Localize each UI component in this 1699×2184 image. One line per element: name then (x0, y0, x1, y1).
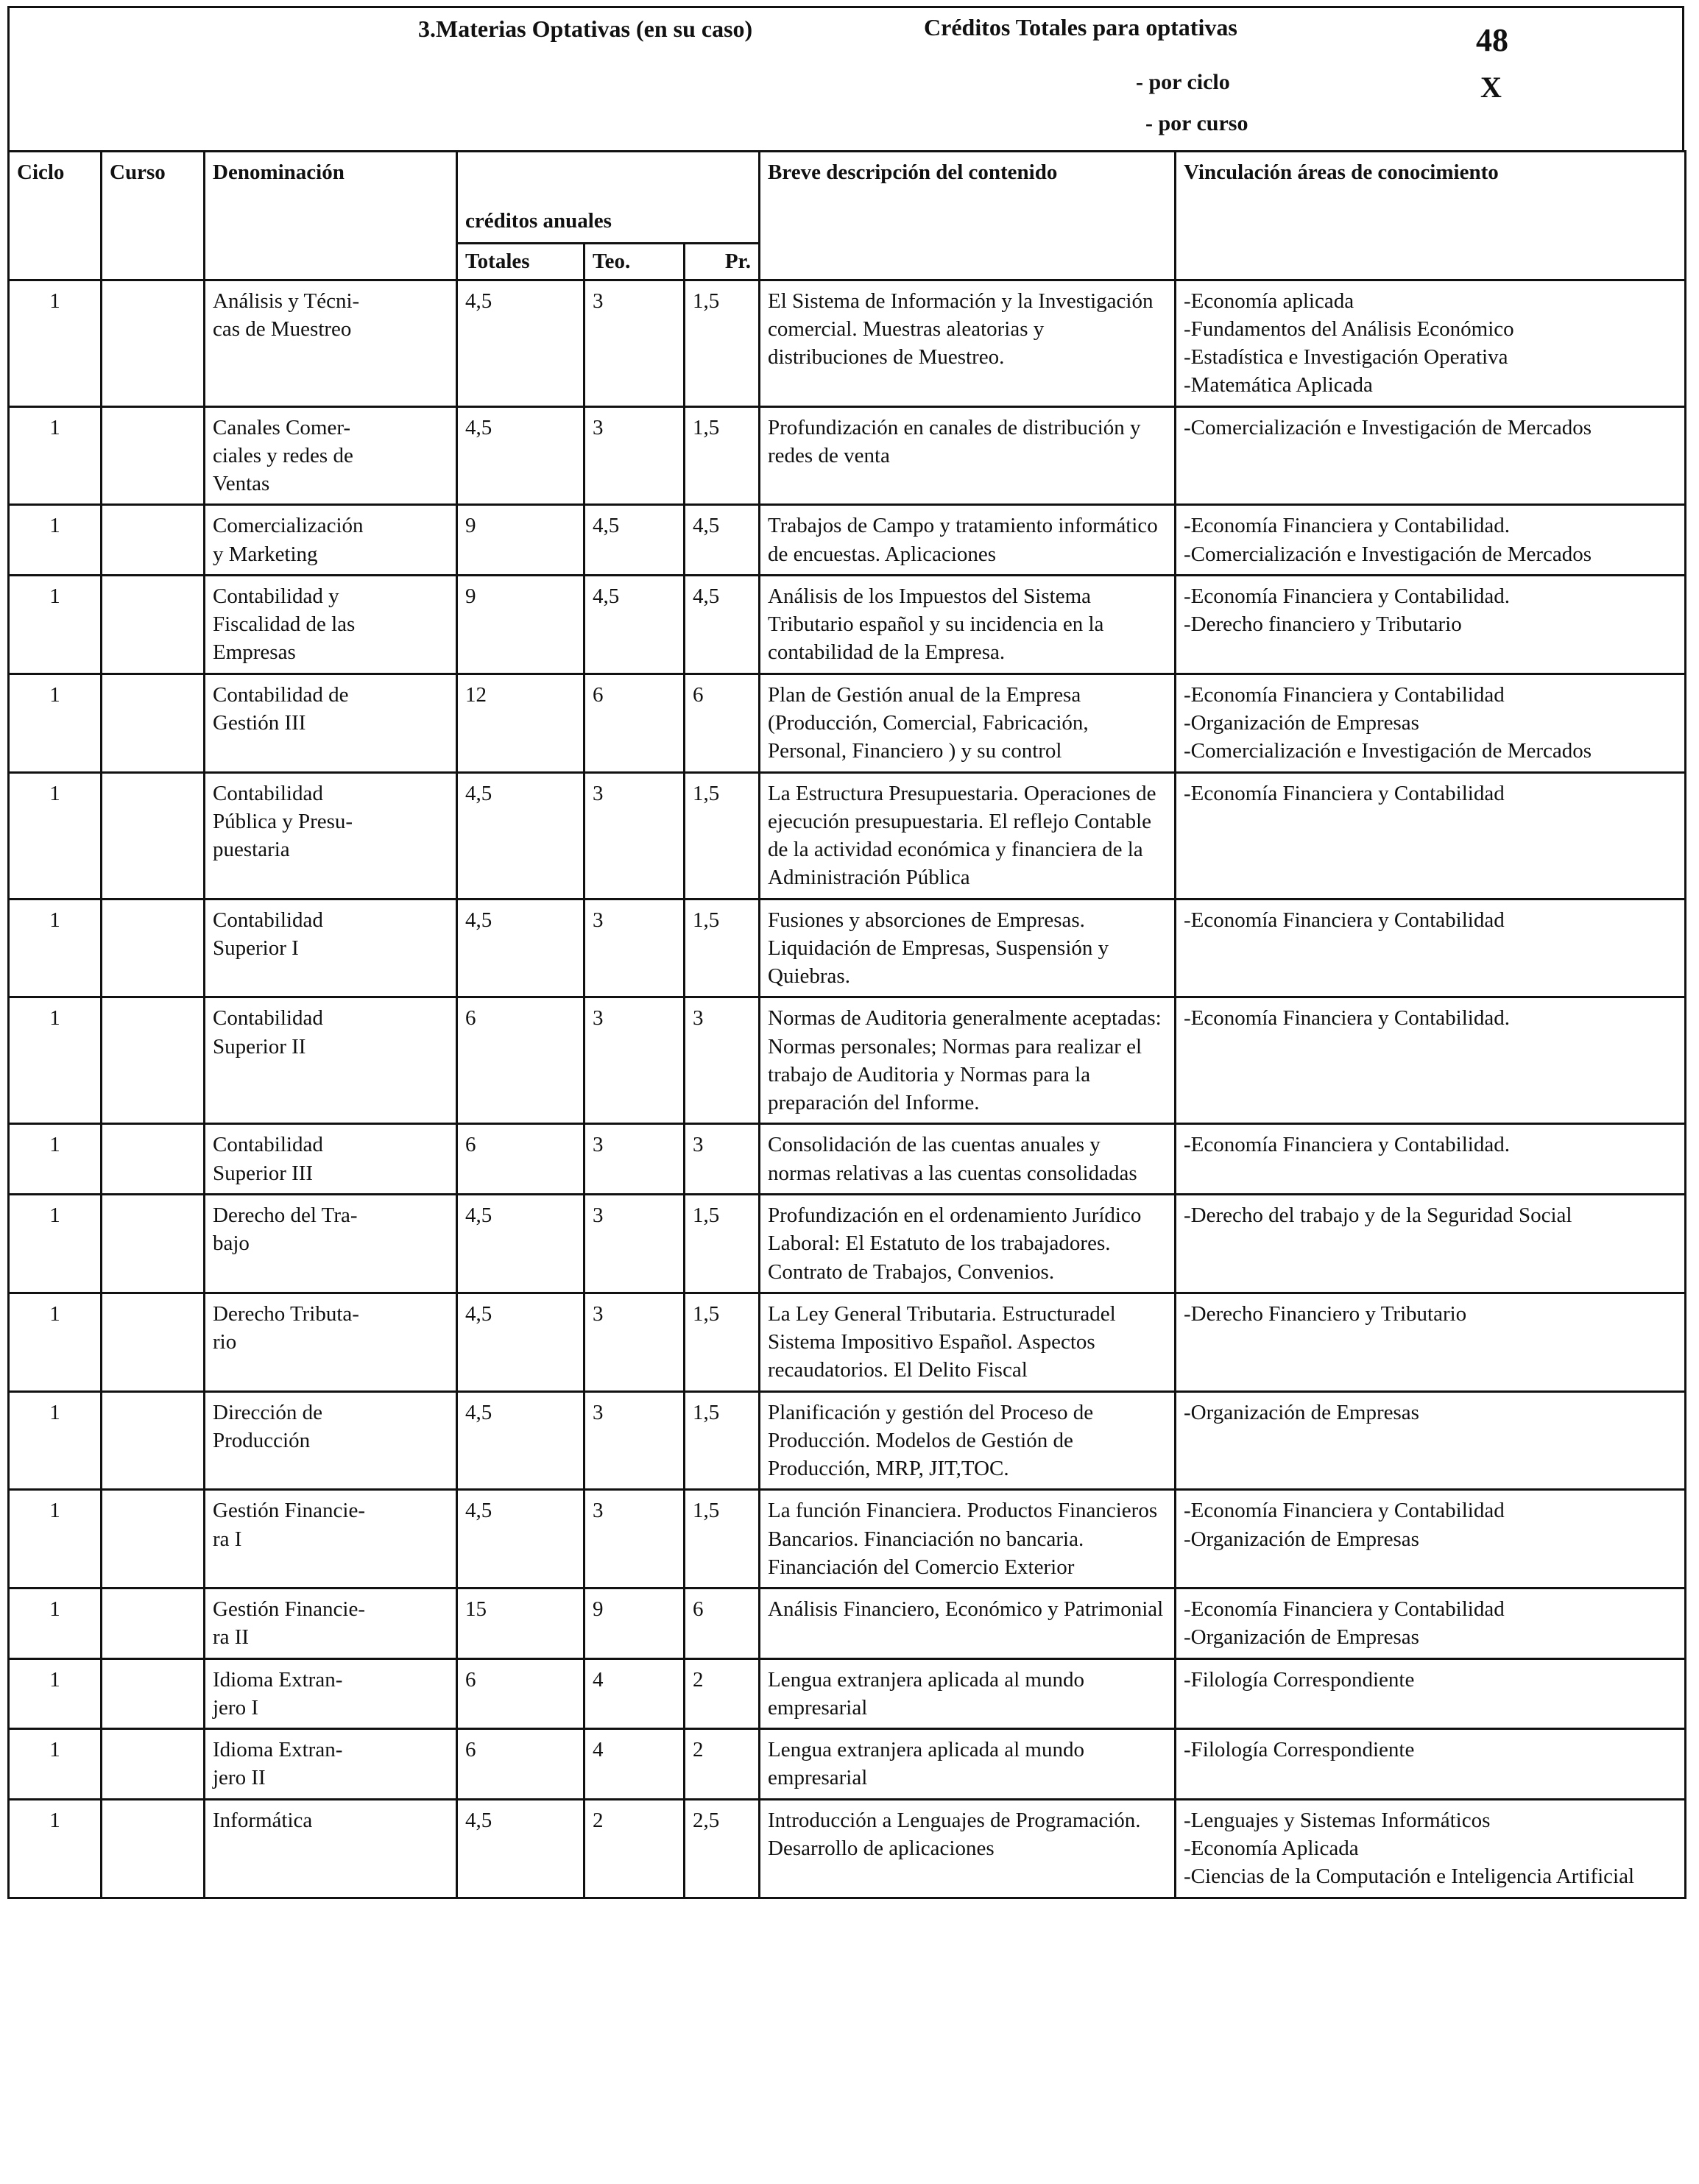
cell-pr: 6 (685, 1588, 760, 1659)
cell-curso (102, 1658, 205, 1729)
cell-teo: 3 (584, 1391, 685, 1490)
cell-denominacion: Contabilidad Superior II (205, 997, 457, 1124)
cell-vinculacion: -Economía aplicada -Fundamentos del Análisis Económico -Estadística e Investigación Operativa -Matemática Aplicada (1176, 280, 1686, 406)
cell-ciclo: 1 (9, 1799, 102, 1898)
cell-ciclo: 1 (9, 280, 102, 406)
per-cycle-label: - por ciclo (1136, 70, 1230, 94)
column-header-descripcion: Breve descripción del contenido (760, 152, 1176, 280)
cell-descripcion: Fusiones y absorciones de Empresas. Liquidación de Empresas, Suspensión y Quiebras. (760, 899, 1176, 997)
cell-teo: 3 (584, 1490, 685, 1588)
cell-descripcion: Análisis de los Impuestos del Sistema Tributario español y su incidencia en la contabilidad de la Empresa. (760, 575, 1176, 674)
total-credits-label: Créditos Totales para optativas (924, 14, 1237, 40)
table-row (9, 1293, 1686, 1391)
cell-denominacion: Derecho Tributa- rio (205, 1293, 457, 1391)
table-row (9, 1658, 1686, 1729)
cell-ciclo: 1 (9, 1490, 102, 1588)
cell-curso (102, 406, 205, 505)
cell-teo: 4 (584, 1729, 685, 1800)
cell-totales: 9 (457, 505, 584, 576)
cell-descripcion: Planificación y gestión del Proceso de Producción. Modelos de Gestión de Producción, MRP, JIT,TOC. (760, 1391, 1176, 1490)
cell-vinculacion: -Organización de Empresas (1176, 1391, 1686, 1490)
cell-descripcion: Profundización en canales de distribución y redes de venta (760, 406, 1176, 505)
cell-denominacion: Contabilidad de Gestión III (205, 674, 457, 772)
cell-denominacion: Contabilidad Superior III (205, 1124, 457, 1195)
cell-vinculacion: -Economía Financiera y Contabilidad. -Comercialización e Investigación de Mercados (1176, 505, 1686, 576)
cell-curso (102, 505, 205, 576)
table-row (9, 1194, 1686, 1293)
cell-vinculacion: -Derecho del trabajo y de la Seguridad Social (1176, 1194, 1686, 1293)
cell-descripcion: La función Financiera. Productos Financieros Bancarios. Financiación no bancaria. Financiación del Comercio Exterior (760, 1490, 1176, 1588)
cell-curso (102, 1194, 205, 1293)
cell-denominacion: Idioma Extran- jero II (205, 1729, 457, 1800)
cell-pr: 3 (685, 997, 760, 1124)
cell-vinculacion: -Filología Correspondiente (1176, 1658, 1686, 1729)
column-header-curso: Curso (102, 152, 205, 280)
cell-ciclo: 1 (9, 674, 102, 772)
cell-ciclo: 1 (9, 1391, 102, 1490)
cell-descripcion: Lengua extranjera aplicada al mundo empresarial (760, 1729, 1176, 1800)
cell-teo: 4,5 (584, 575, 685, 674)
table-row (9, 899, 1686, 997)
table-header-row (9, 152, 1686, 244)
cell-curso (102, 1490, 205, 1588)
cell-denominacion: Canales Comer- ciales y redes de Ventas (205, 406, 457, 505)
cell-ciclo: 1 (9, 505, 102, 576)
cell-curso (102, 280, 205, 406)
cell-ciclo: 1 (9, 899, 102, 997)
cell-pr: 4,5 (685, 505, 760, 576)
cell-ciclo: 1 (9, 1124, 102, 1195)
table-row (9, 674, 1686, 772)
column-header-pr: Pr. (685, 244, 760, 280)
cell-vinculacion: -Comercialización e Investigación de Mercados (1176, 406, 1686, 505)
cell-totales: 4,5 (457, 772, 584, 899)
column-header-teo: Teo. (584, 244, 685, 280)
optional-subjects-table (7, 150, 1686, 1899)
cell-teo: 4,5 (584, 505, 685, 576)
cell-pr: 1,5 (685, 772, 760, 899)
table-row (9, 575, 1686, 674)
cell-descripcion: La Estructura Presupuestaria. Operaciones de ejecución presupuestaria. El reflejo Contable de la actividad económica y financiera de la Administración Pública (760, 772, 1176, 899)
column-header-totales: Totales (457, 244, 584, 280)
cell-descripcion: Plan de Gestión anual de la Empresa (Producción, Comercial, Fabricación, Personal, Financiero ) y su control (760, 674, 1176, 772)
table-row (9, 1124, 1686, 1195)
cell-curso (102, 899, 205, 997)
cell-totales: 4,5 (457, 1391, 584, 1490)
cell-ciclo: 1 (9, 1658, 102, 1729)
table-row (9, 1391, 1686, 1490)
cell-pr: 4,5 (685, 575, 760, 674)
cell-descripcion: El Sistema de Información y la Investigación comercial. Muestras aleatorias y distribuciones de Muestreo. (760, 280, 1176, 406)
cell-vinculacion: -Economía Financiera y Contabilidad (1176, 899, 1686, 997)
cell-totales: 4,5 (457, 899, 584, 997)
cell-teo: 4 (584, 1658, 685, 1729)
cell-totales: 15 (457, 1588, 584, 1659)
cell-curso (102, 575, 205, 674)
cell-descripcion: Trabajos de Campo y tratamiento informático de encuestas. Aplicaciones (760, 505, 1176, 576)
cell-totales: 12 (457, 674, 584, 772)
table-row (9, 997, 1686, 1124)
optional-subjects-header (7, 6, 1684, 150)
cell-denominacion: Dirección de Producción (205, 1391, 457, 1490)
cell-denominacion: Informática (205, 1799, 457, 1898)
cell-descripcion: La Ley General Tributaria. Estructuradel Sistema Impositivo Español. Aspectos recaudatorios. El Delito Fiscal (760, 1293, 1176, 1391)
table-row (9, 1588, 1686, 1659)
cell-ciclo: 1 (9, 997, 102, 1124)
cell-vinculacion: -Economía Financiera y Contabilidad -Organización de Empresas -Comercialización e Investigación de Mercados (1176, 674, 1686, 772)
cell-curso (102, 674, 205, 772)
document-page (7, 6, 1686, 2177)
column-header-vinculacion: Vinculación áreas de conocimiento (1176, 152, 1686, 280)
cell-vinculacion: -Economía Financiera y Contabilidad. (1176, 1124, 1686, 1195)
cell-vinculacion: -Economía Financiera y Contabilidad (1176, 772, 1686, 899)
cell-totales: 6 (457, 1124, 584, 1195)
cell-teo: 6 (584, 674, 685, 772)
cell-ciclo: 1 (9, 1194, 102, 1293)
cell-vinculacion: -Derecho Financiero y Tributario (1176, 1293, 1686, 1391)
cell-pr: 3 (685, 1124, 760, 1195)
cell-teo: 3 (584, 406, 685, 505)
table-row (9, 772, 1686, 899)
cell-totales: 4,5 (457, 1293, 584, 1391)
cell-ciclo: 1 (9, 1293, 102, 1391)
cell-totales: 6 (457, 1729, 584, 1800)
cell-teo: 3 (584, 280, 685, 406)
table-row (9, 1729, 1686, 1800)
cell-totales: 9 (457, 575, 584, 674)
cell-curso (102, 1293, 205, 1391)
cell-pr: 1,5 (685, 1391, 760, 1490)
column-header-ciclo: Ciclo (9, 152, 102, 280)
cell-ciclo: 1 (9, 575, 102, 674)
cell-descripcion: Introducción a Lenguajes de Programación. Desarrollo de aplicaciones (760, 1799, 1176, 1898)
column-header-denominacion: Denominación (205, 152, 457, 280)
cell-vinculacion: -Filología Correspondiente (1176, 1729, 1686, 1800)
cell-denominacion: Contabilidad y Fiscalidad de las Empresas (205, 575, 457, 674)
cell-curso (102, 1124, 205, 1195)
cell-descripcion: Análisis Financiero, Económico y Patrimonial (760, 1588, 1176, 1659)
cell-pr: 2,5 (685, 1799, 760, 1898)
table-row (9, 406, 1686, 505)
cell-totales: 6 (457, 997, 584, 1124)
cell-denominacion: Contabilidad Pública y Presu- puestaria (205, 772, 457, 899)
cell-teo: 3 (584, 899, 685, 997)
cell-denominacion: Gestión Financie- ra I (205, 1490, 457, 1588)
section-title: 3.Materias Optativas (en su caso) (418, 15, 753, 42)
cell-denominacion: Idioma Extran- jero I (205, 1658, 457, 1729)
cell-pr: 1,5 (685, 1194, 760, 1293)
cell-teo: 3 (584, 997, 685, 1124)
cell-denominacion: Comercialización y Marketing (205, 505, 457, 576)
cell-descripcion: Profundización en el ordenamiento Jurídico Laboral: El Estatuto de los trabajadores. Contrato de Trabajos, Convenios. (760, 1194, 1176, 1293)
cell-teo: 2 (584, 1799, 685, 1898)
cell-denominacion: Gestión Financie- ra II (205, 1588, 457, 1659)
cell-pr: 1,5 (685, 280, 760, 406)
cell-denominacion: Análisis y Técni- cas de Muestreo (205, 280, 457, 406)
cell-curso (102, 1391, 205, 1490)
cell-pr: 1,5 (685, 1293, 760, 1391)
cell-teo: 3 (584, 1194, 685, 1293)
cell-denominacion: Contabilidad Superior I (205, 899, 457, 997)
cell-pr: 1,5 (685, 406, 760, 505)
cell-descripcion: Consolidación de las cuentas anuales y normas relativas a las cuentas consolidadas (760, 1124, 1176, 1195)
cell-pr: 1,5 (685, 1490, 760, 1588)
table-row (9, 1490, 1686, 1588)
cell-totales: 6 (457, 1658, 584, 1729)
cell-ciclo: 1 (9, 406, 102, 505)
cell-pr: 2 (685, 1658, 760, 1729)
per-cycle-value: X (1480, 71, 1502, 104)
cell-totales: 4,5 (457, 1799, 584, 1898)
cell-teo: 3 (584, 1124, 685, 1195)
cell-curso (102, 1588, 205, 1659)
cell-teo: 3 (584, 1293, 685, 1391)
cell-vinculacion: -Economía Financiera y Contabilidad -Organización de Empresas (1176, 1588, 1686, 1659)
table-row (9, 1799, 1686, 1898)
cell-totales: 4,5 (457, 1194, 584, 1293)
cell-totales: 4,5 (457, 280, 584, 406)
cell-ciclo: 1 (9, 1588, 102, 1659)
table-row (9, 505, 1686, 576)
cell-vinculacion: -Economía Financiera y Contabilidad -Organización de Empresas (1176, 1490, 1686, 1588)
cell-pr: 1,5 (685, 899, 760, 997)
column-header-creditos: créditos anuales (457, 152, 760, 244)
cell-descripcion: Lengua extranjera aplicada al mundo empresarial (760, 1658, 1176, 1729)
table-body (9, 280, 1686, 1898)
cell-totales: 4,5 (457, 1490, 584, 1588)
cell-teo: 9 (584, 1588, 685, 1659)
total-credits-value: 48 (1476, 22, 1508, 58)
cell-vinculacion: -Lenguajes y Sistemas Informáticos -Economía Aplicada -Ciencias de la Computación e Inteligencia Artificial (1176, 1799, 1686, 1898)
per-course-label: - por curso (1145, 111, 1248, 135)
cell-ciclo: 1 (9, 772, 102, 899)
cell-vinculacion: -Economía Financiera y Contabilidad. (1176, 997, 1686, 1124)
cell-totales: 4,5 (457, 406, 584, 505)
cell-pr: 2 (685, 1729, 760, 1800)
cell-teo: 3 (584, 772, 685, 899)
cell-curso (102, 1799, 205, 1898)
cell-curso (102, 1729, 205, 1800)
table-row (9, 280, 1686, 406)
cell-ciclo: 1 (9, 1729, 102, 1800)
cell-vinculacion: -Economía Financiera y Contabilidad. -Derecho financiero y Tributario (1176, 575, 1686, 674)
cell-descripcion: Normas de Auditoria generalmente aceptadas: Normas personales; Normas para realizar el trabajo de Auditoria y Normas para la preparación del Informe. (760, 997, 1176, 1124)
cell-curso (102, 772, 205, 899)
cell-denominacion: Derecho del Tra- bajo (205, 1194, 457, 1293)
cell-pr: 6 (685, 674, 760, 772)
cell-curso (102, 997, 205, 1124)
